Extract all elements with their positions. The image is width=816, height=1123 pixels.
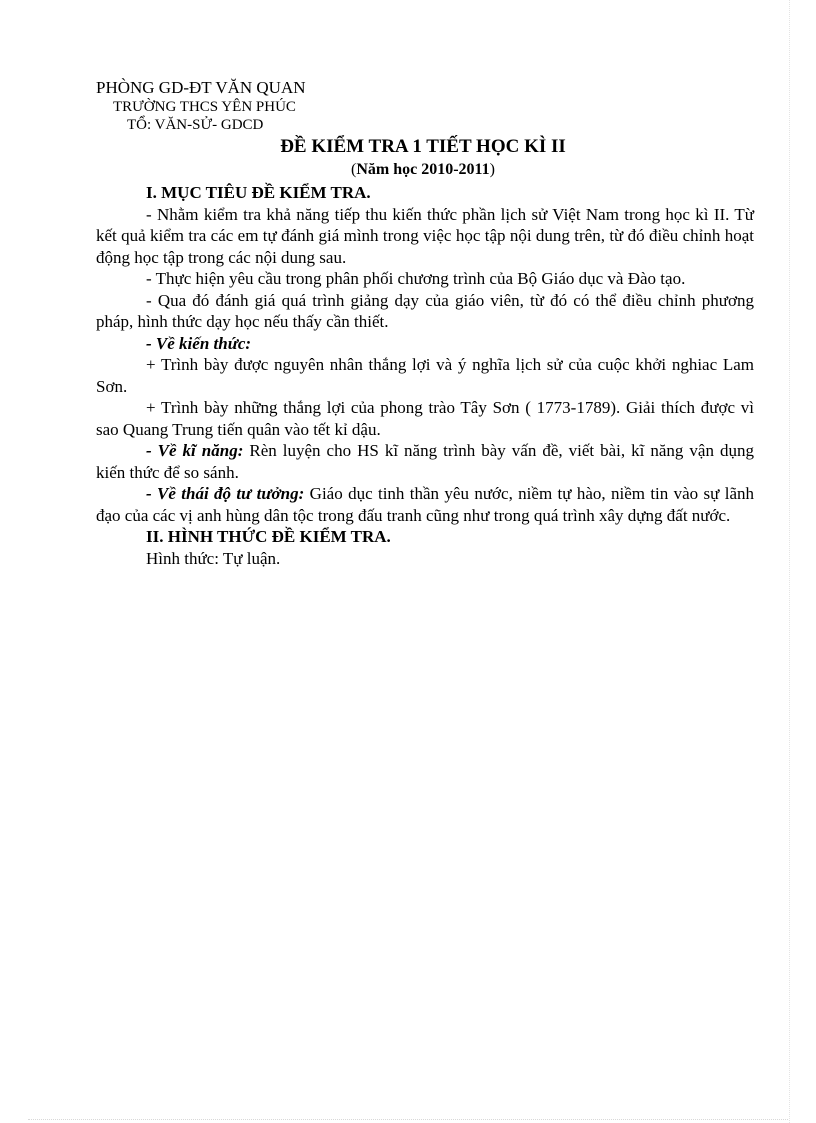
attitude-label: - Về thái độ tư tưởng: xyxy=(146,484,305,503)
knowledge-item-1: + Trình bày được nguyên nhân thắng lợi và ý nghĩa lịch sử của cuộc khởi nghiac Lam Sơn. xyxy=(96,355,754,396)
knowledge-heading: - Về kiến thức: xyxy=(146,333,252,353)
objective-paragraph-3: - Qua đó đánh giá quá trình giảng dạy của giáo viên, từ đó có thể điều chỉnh phương pháp, hình thức dạy học nếu thấy cần thiết. xyxy=(96,290,754,331)
skill-text: Rèn luyện cho HS kĩ năng trình bày vấn đề, viết bài, kĩ năng vận dụng kiến thức để so sánh. xyxy=(96,441,754,482)
exam-title: ĐỀ KIỂM TRA 1 TIẾT HỌC KÌ II xyxy=(280,136,566,157)
document-body xyxy=(96,182,754,569)
department-name: PHÒNG GD-ĐT VĂN QUAN xyxy=(96,78,306,97)
skill-label: - Về kĩ năng: xyxy=(146,441,244,460)
section-heading-objectives: I. MỤC TIÊU ĐỀ KIỂM TRA. xyxy=(146,183,371,202)
skill-paragraph xyxy=(96,440,754,483)
school-name: TRƯỜNG THCS YÊN PHÚC xyxy=(113,99,296,115)
section-heading-form: II. HÌNH THỨC ĐỀ KIỂM TRA. xyxy=(146,527,391,546)
school-year: (Năm học 2010-2011) xyxy=(351,161,495,178)
exam-form: Hình thức: Tự luận. xyxy=(146,548,281,568)
knowledge-item-2: + Trình bày những thắng lợi của phong trào Tây Sơn ( 1773-1789). Giải thích được vì sao Quang Trung tiến quân vào tết kỉ dậu. xyxy=(96,398,754,439)
page-right-border xyxy=(789,0,790,1123)
subject-group: TỔ: VĂN-SỬ- GDCD xyxy=(127,117,264,133)
page-bottom-border xyxy=(28,1119,788,1120)
attitude-text: Giáo dục tinh thần yêu nước, niềm tự hào, niềm tin vào sự lãnh đạo của các vị anh hùng dân tộc trong đấu tranh cũng như trong quá trình xây dựng đất nước. xyxy=(96,484,754,525)
objective-paragraph-1: - Nhằm kiểm tra khả năng tiếp thu kiến thức phần lịch sử Việt Nam trong học kì II. Từ kết quả kiểm tra các em tự đánh giá mình trong việc học tập nội dung trên, từ đó điều chỉnh hoạt động học tập trong các nội dung sau. xyxy=(96,204,754,267)
objective-paragraph-2: - Thực hiện yêu cầu trong phân phối chương trình của Bộ Giáo dục và Đào tạo. xyxy=(146,269,686,288)
attitude-paragraph xyxy=(96,483,754,526)
